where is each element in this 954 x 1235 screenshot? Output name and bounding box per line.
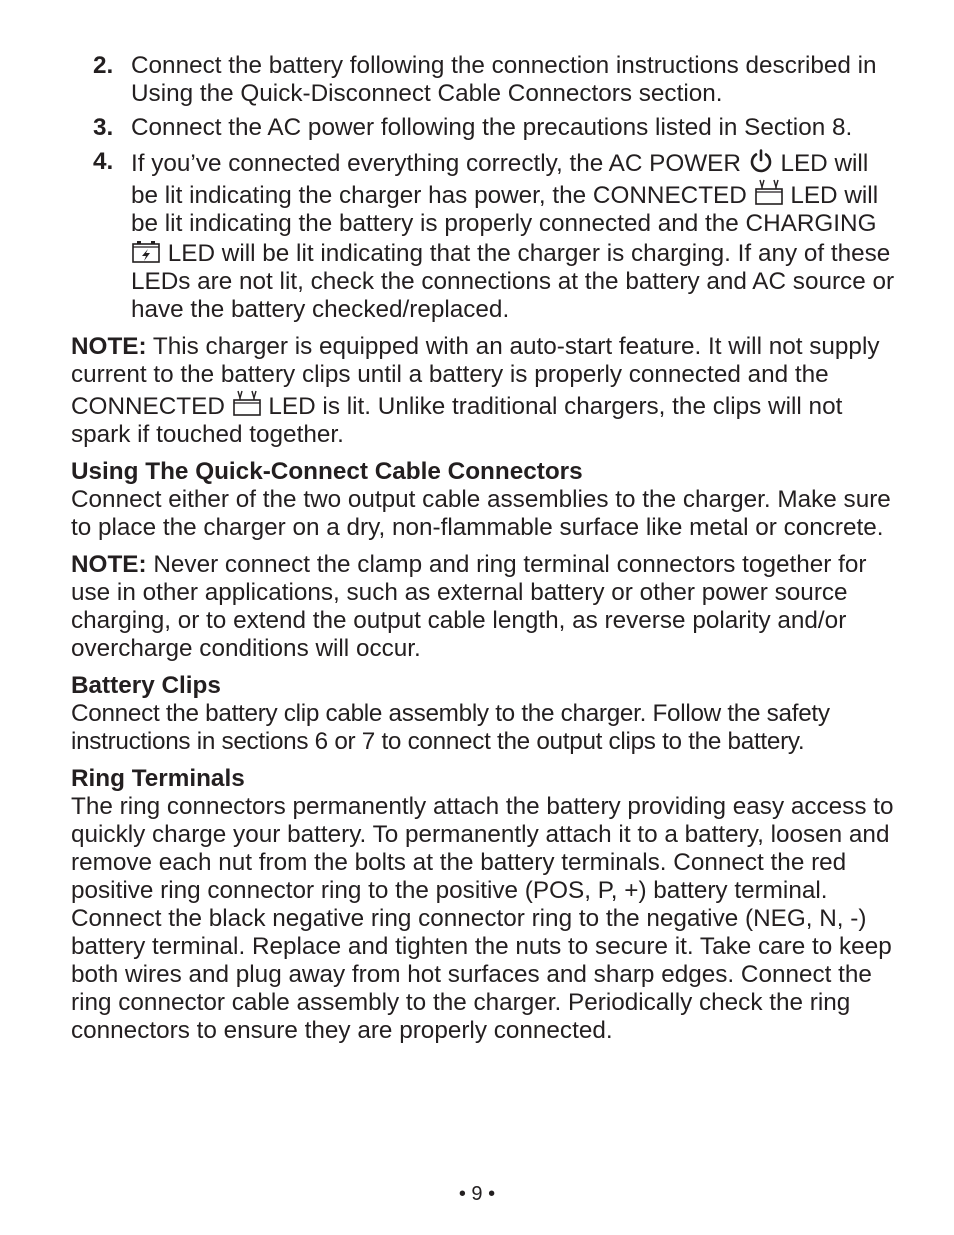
note-text: Never connect the clamp and ring terminal connectors together for use in other applications, such as external battery or other power source charging, or to extend the output cable length, as reverse polarity and/or overcharge conditions will occur. bbox=[71, 551, 867, 662]
section-quick-connect bbox=[71, 458, 901, 542]
section-heading: Battery Clips bbox=[71, 672, 221, 699]
power-icon bbox=[748, 148, 774, 174]
section-heading: Ring Terminals bbox=[71, 765, 245, 792]
page-number: • 9 • bbox=[458, 1183, 496, 1205]
step-text: Connect the AC power following the precautions listed in Section 8. bbox=[131, 114, 853, 141]
section-heading: Using The Quick-Connect Cable Connectors bbox=[71, 458, 583, 485]
step-text-part3: LED will be lit indicating the battery is properly connected and the CHARGING bbox=[131, 182, 879, 237]
section-text: Connect the battery clip cable assembly to the charger. Follow the safety instructions in sections 6 or 7 to connect the output clips to the battery. bbox=[71, 700, 830, 755]
step-4 bbox=[71, 148, 901, 324]
battery-charging-icon bbox=[131, 238, 161, 264]
section-ring-terminals bbox=[71, 765, 901, 1045]
note-never-connect bbox=[71, 551, 901, 663]
step-2 bbox=[71, 52, 901, 108]
section-text: The ring connectors permanently attach the battery providing easy access to quickly charge your battery. To permanently attach it to a battery, loosen and remove each nut from the bolts at the battery terminals. Connect the red positive ring connector ring to the positive (POS, P, +) battery terminal. Connect the black negative ring connector ring to the negative (NEG, N, -) battery terminal. Replace and tighten the nuts to secure it. Take care to keep both wires and plug away from hot surfaces and sharp edges. Connect the ring connector cable assembly to the charger. Periodically check the ring connectors to ensure they are properly connected. bbox=[71, 793, 894, 1044]
step-text: Connect the battery following the connection instructions described in Using the Quick-Disconnect Cable Connectors section. bbox=[131, 52, 877, 107]
step-number: 4. bbox=[93, 148, 114, 175]
battery-connected-icon bbox=[232, 389, 262, 417]
note-text-part2: LED is lit. Unlike traditional chargers, the clips will not spark if touched together. bbox=[71, 393, 843, 448]
step-text-part4: LED will be lit indicating that the charger is charging. If any of these LEDs are not lit, check the connections at the battery and AC source or have the battery checked/replaced. bbox=[131, 240, 895, 323]
step-number: 3. bbox=[93, 114, 114, 141]
section-battery-clips bbox=[71, 672, 901, 756]
section-text: Connect either of the two output cable assemblies to the charger. Make sure to place the charger on a dry, non-flammable surface like metal or concrete. bbox=[71, 486, 891, 541]
step-number: 2. bbox=[93, 52, 114, 79]
note-text-part1: This charger is equipped with an auto-start feature. It will not supply current to the battery clips until a battery is properly connected and the CONNECTED bbox=[71, 333, 880, 420]
note-label: NOTE: bbox=[71, 333, 147, 360]
page-content bbox=[71, 52, 901, 1054]
battery-connected-icon bbox=[754, 178, 784, 206]
step-3 bbox=[71, 114, 901, 142]
step-text-part1: If you’ve connected everything correctly, the AC POWER bbox=[131, 150, 741, 177]
step-text-part2: LED will be lit indicating the charger has power, the CONNECTED bbox=[131, 150, 869, 209]
note-auto-start bbox=[71, 333, 901, 449]
note-label: NOTE: bbox=[71, 551, 147, 578]
